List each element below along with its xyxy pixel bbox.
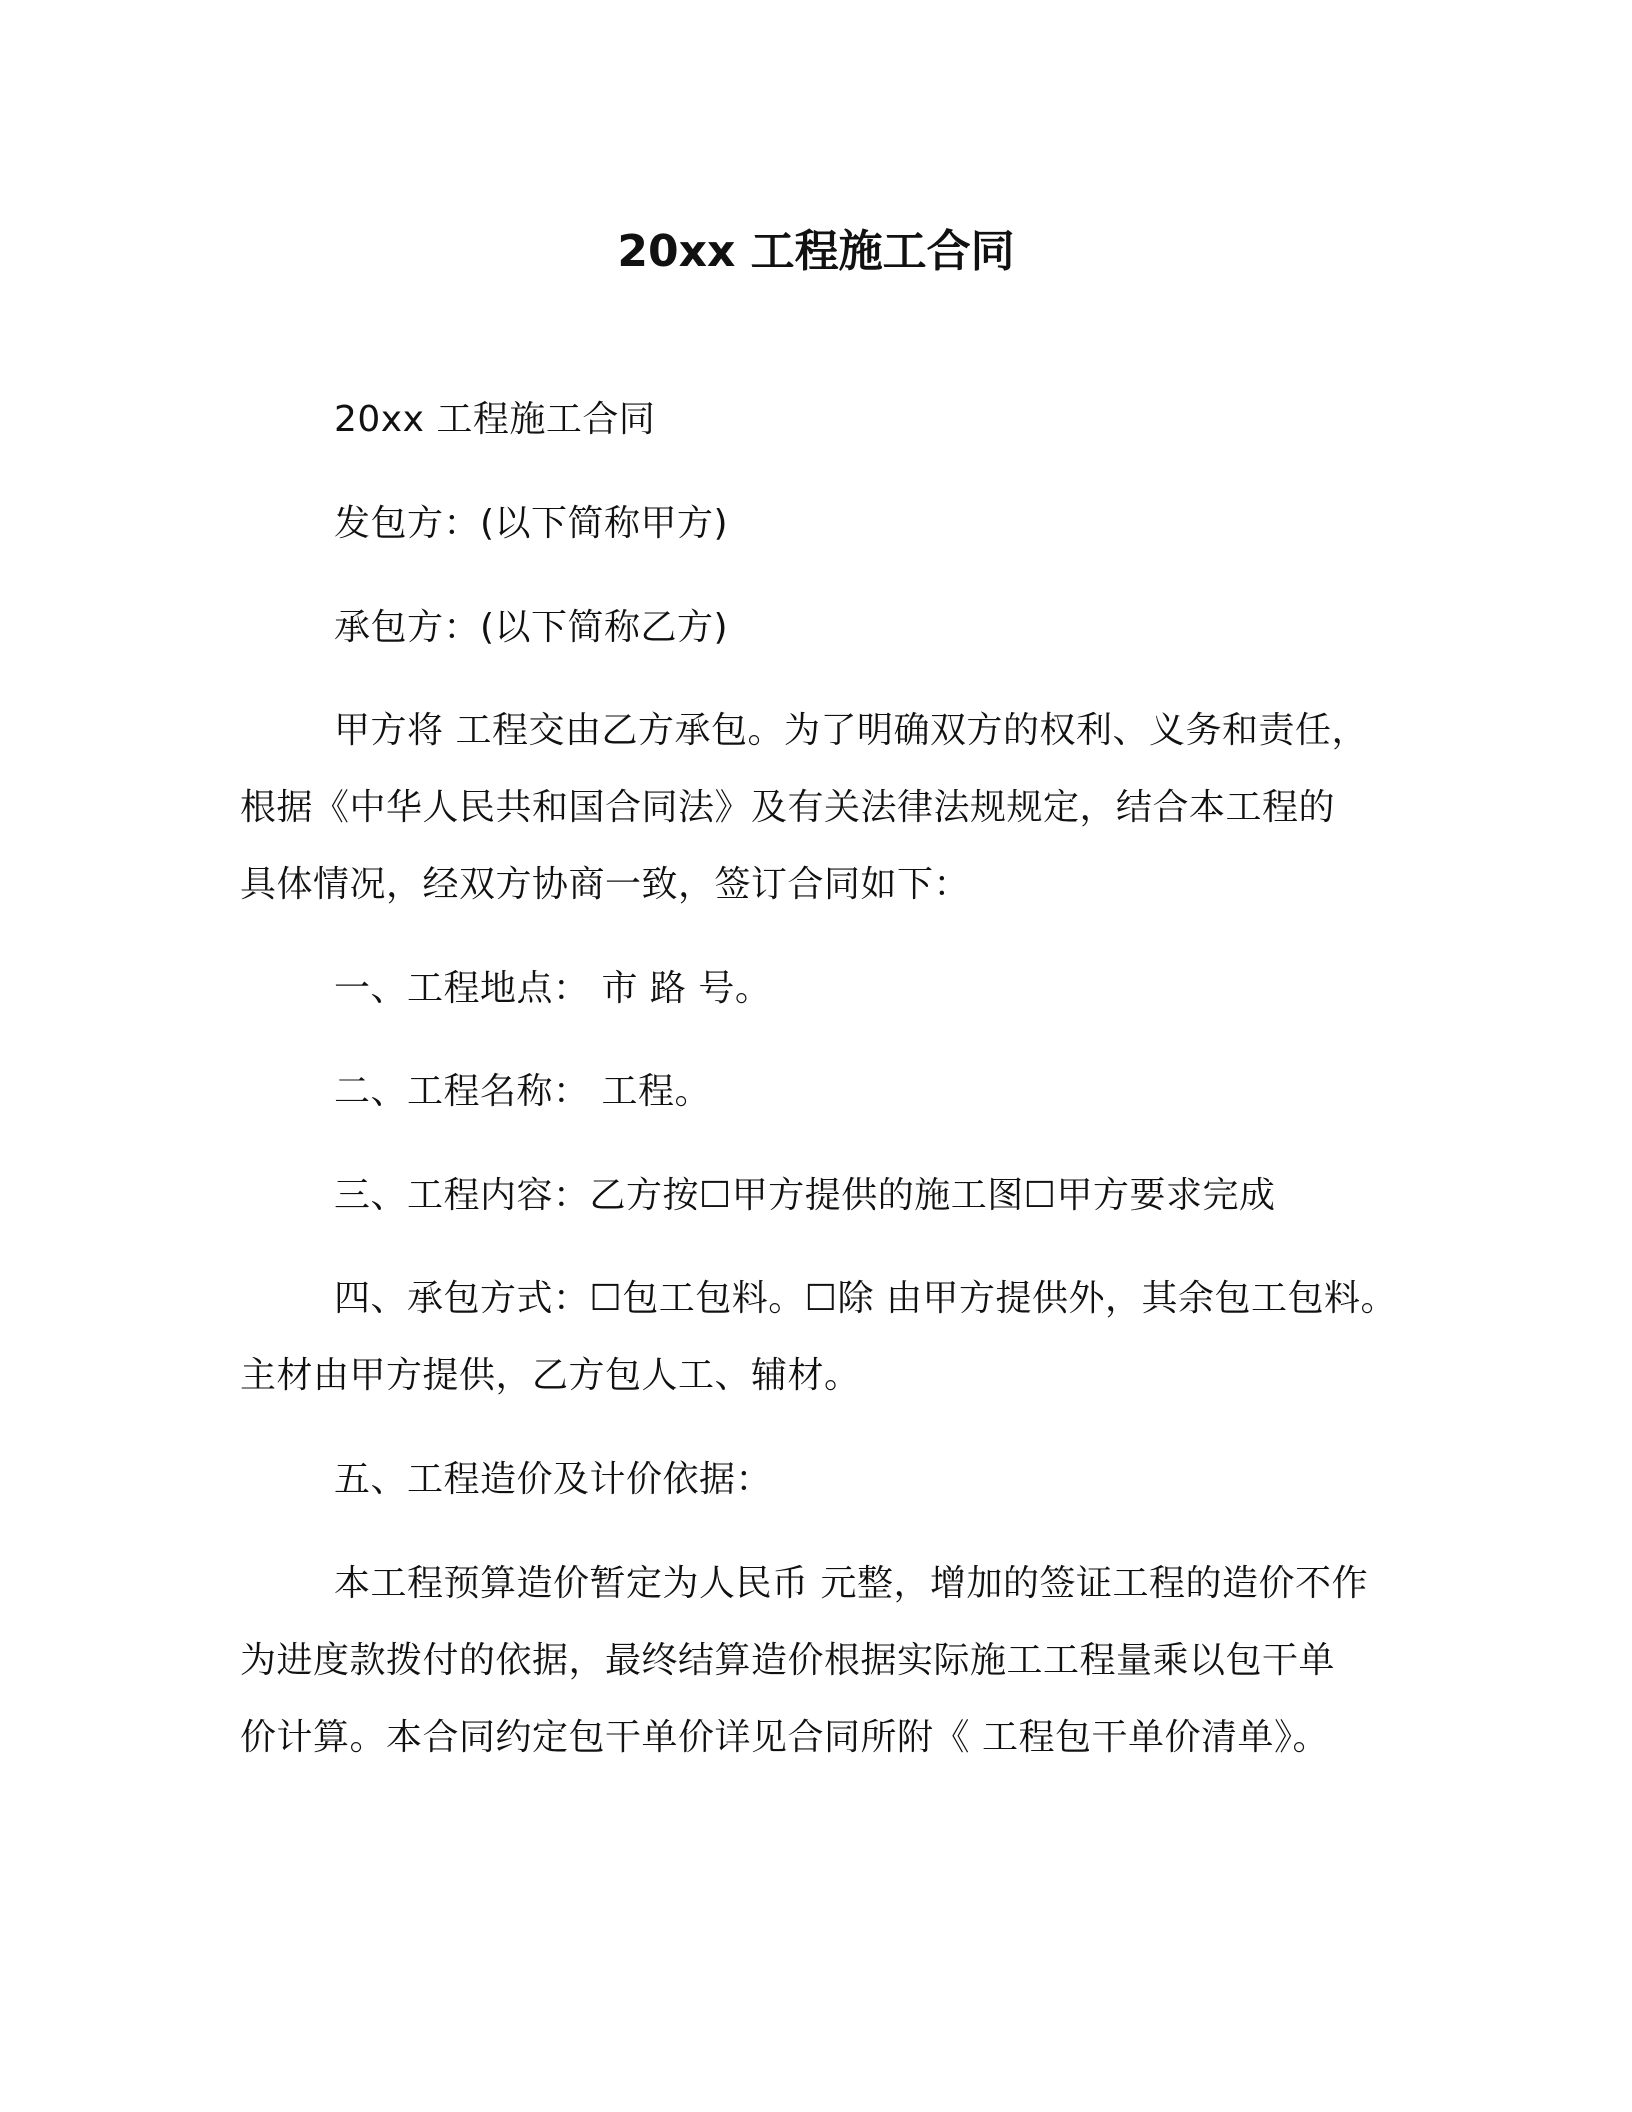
clause-1-location: 一、工程地点： 市 路 号。 xyxy=(334,968,772,1009)
document-title: 20xx 工程施工合同 xyxy=(617,226,1015,277)
clause-4-line-2: 主材由甲方提供，乙方包人工、辅材。 xyxy=(240,1355,861,1396)
intro-paragraph-line-2: 根据《中华人民共和国合同法》及有关法律法规规定，结合本工程的 xyxy=(240,787,1336,828)
subtitle-line: 20xx 工程施工合同 xyxy=(334,399,656,440)
party-a-line: 发包方：(以下简称甲方) xyxy=(334,503,729,544)
clause-5-paragraph-line-2: 为进度款拨付的依据，最终结算造价根据实际施工工程量乘以包干单 xyxy=(240,1640,1336,1681)
clause-5-paragraph-line-1: 本工程预算造价暂定为人民币 元整，增加的签证工程的造价不作 xyxy=(334,1563,1368,1604)
party-b-line: 承包方：(以下简称乙方) xyxy=(334,607,729,648)
clause-3-content: 三、工程内容：乙方按☐甲方提供的施工图☐甲方要求完成 xyxy=(334,1175,1276,1216)
clause-5-heading: 五、工程造价及计价依据： xyxy=(334,1459,773,1500)
clause-5-paragraph-line-3: 价计算。本合同约定包干单价详见合同所附《 工程包干单价清单》。 xyxy=(240,1717,1329,1758)
intro-paragraph-line-1: 甲方将 工程交由乙方承包。为了明确双方的权利、义务和责任， xyxy=(334,710,1368,751)
intro-paragraph-line-3: 具体情况，经双方协商一致，签订合同如下： xyxy=(240,864,971,905)
clause-2-name: 二、工程名称： 工程。 xyxy=(334,1071,711,1112)
clause-4-line-1: 四、承包方式：☐包工包料。☐除 由甲方提供外，其余包工包料。 xyxy=(334,1278,1397,1319)
